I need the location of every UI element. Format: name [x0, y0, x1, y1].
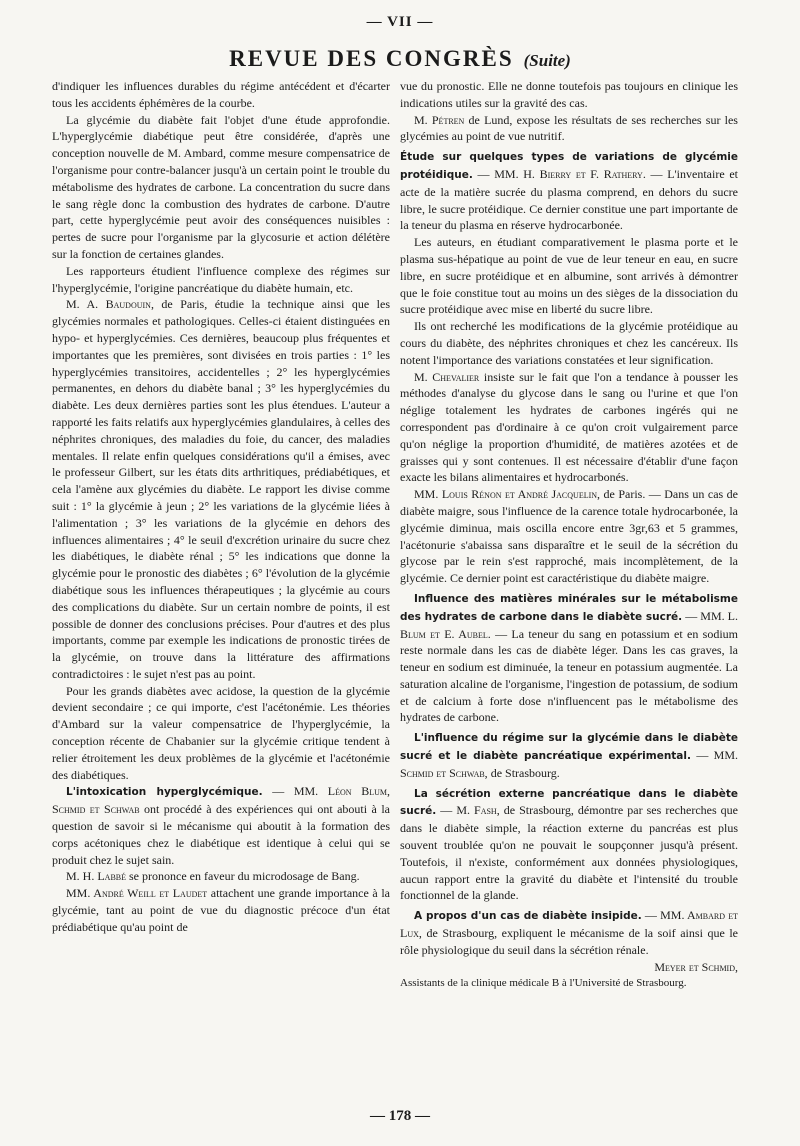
section-paragraph — [400, 907, 738, 958]
paragraph-text: de Strasbourg, démontre par ses recherches que dans le diabète simple, la réaction externe du pancréas est plus souvent troublée qu'on ne pouvait le soupçonner jusqu'à présent. Toutefois, il n'existe, conformément aux données physiologiques, aucun rapport entre la gravité du diabète et l'intensité du trouble fonctionnel de la glande. — [400, 803, 738, 903]
section-heading: L'intoxication hyperglycémique. — [66, 786, 263, 799]
title-main: REVUE DES CONGRÈS — [229, 46, 514, 71]
paragraph: Les rapporteurs étudient l'influence complexe des régimes sur l'hyperglycémie, l'origine pancréatique du diabète humain, etc. — [52, 263, 390, 295]
paragraph-text: — La teneur du sang en potassium et en sodium reste normale dans les cas de diabète léger. Dans les cas graves, la teneur en sodium est diminuée, la teneur en potassium augmentée. La saturation alcaline de l'organisme, l'ingestion de potassium, de sodium et de calcium à forte dose n'influencent pas le métabolisme des hydrates de carbone. — [400, 626, 738, 725]
paragraph: Pour les grands diabètes avec acidose, la question de la glycémie devient secondaire ; ce qui importe, c'est l'acétonémie. Les théories d'Ambard sur la valeur compensatrice de l'hyperglycémie, la conception récente de Chabanier sur la glycémie critique tendent à relier étroitement les deux problèmes de la glycémie et l'acétonémie des diabétiques. — [52, 683, 390, 782]
title-suffix: (Suite) — [523, 51, 571, 70]
signature-role: Assistants de la clinique médicale B à l'Université de Strasbourg. — [400, 977, 687, 990]
page-number: — 178 — — [370, 1108, 430, 1124]
section-paragraph — [400, 729, 738, 781]
author-name: M. H. Labbé — [66, 869, 127, 884]
author-name: — MM. L. Blum et E. Aubel. — [400, 608, 739, 641]
author-name: — MM. H. Bierry et F. Rathery. — [472, 166, 646, 181]
paragraph: Les auteurs, en étudiant comparativement le plasma porte et le plasma sus-hépatique au point de vue de leur teneur en eau, en sucre libre, en sucre protéidique et en albumine, sont arrivés à démontrer que le foie constitue tout au moins un des sièges de la dissociation du sucre protéidique avec mise en liberté du sucre libre. — [400, 235, 738, 317]
author-name: M. Chevalier — [414, 369, 480, 384]
section-heading: La sécrétion externe pancréatique dans le diabète sucré. — [400, 787, 738, 818]
right-column — [400, 78, 738, 992]
section-heading: L'influence du régime sur la glycémie dans le diabète sucré et le diabète pancréatique expérimental. — [400, 732, 738, 763]
left-column — [52, 78, 390, 936]
paragraph-text: de Paris, étudie la technique ainsi que les glycémies normales et pathologiques. Celles-ci étaient distinguées en hypo- et hyperglycémies. Ces dernières, beaucoup plus fréquentes et importantes que les premières, sont divisées en trois parties : 1° les hyperglycémies transitoires, accidentelles ; 2° les hyperglycémies permanentes, en dehors du diabète banal ; 3° les hyperglycémies du diabète. Les deux dernières parties sont les plus étendues. L'auteur a rapporté les faits relatifs aux hyperglycémies glandulaires, à celles des néphrites chroniques, des maladies du foie, du cancer, des maladies mentales. Il relate enfin quelques considérations qu'il a émises, avec le professeur Gilbert, sur les états dits arthritiques, prédiabétiques, et cela l'amène aux glycémies du diabète. Le rapport les divise comme suit : 1° la glycémie à jeun ; 2° les variations de la glycémie liées à l'alimentation ; 3° les variations de la glycémie en dehors des influences alimentaires ; 4° le seuil d'excrétion urinaire du sucre chez les diabétiques, le diabète rénal ; 5° les indications que donne la glycémie pour le pronostic des diabètes ; 6° l'évolution de la glycémie diabétique sous les influences thérapeutiques ; la glycémie au cours des complications du diabète. Sur un certain nombre de points, il est possible de donner des conclusions précises. Pour d'autres et des plus importants, comme par exemple les indications de pronostic tirées de la glycémie, on trouve dans la littérature des affirmations contradictoires : le sujet n'est pas au point. — [52, 297, 390, 681]
section-heading: A propos d'un cas de diabète insipide. — [414, 910, 642, 923]
author-name: — MM. Ambard et Lux, — [400, 908, 739, 941]
paragraph-text: attachent une grande importance à la glycémie, tant au point de vue du diagnostic précoce d'un état prédiabétique qu'au point de — [52, 886, 391, 934]
signature-names: Meyer et Schmid, — [654, 959, 738, 974]
author-name: MM. Louis Rénon et André Jacquelin, — [414, 487, 601, 502]
paragraph-text: de Strasbourg. — [487, 765, 560, 780]
paragraph — [52, 868, 390, 885]
section-heading: Influence des matières minérales sur le métabolisme des hydrates de carbone dans le diabète sucré. — [400, 592, 738, 623]
section-heading: Étude sur quelques types de variations de glycémie protéidique. — [400, 151, 738, 181]
paragraph — [400, 369, 738, 487]
author-name: — MM. Léon Blum, Schmid et Schwab — [52, 784, 390, 817]
author-name: — MM. Schmid et Schwab, — [400, 748, 739, 780]
paragraph: d'indiquer les influences durables du régime antécédent et d'écarter tous les accidents éphémères de la courbe. — [52, 79, 390, 110]
paragraph-text: de Strasbourg, expliquent le mécanisme de la soif ainsi que le rôle physiologique du seuil dans la sécrétion rénale. — [400, 926, 738, 957]
section-paragraph — [52, 783, 390, 868]
paragraph: vue du pronostic. Elle ne donne toutefois pas toujours en clinique les indications utiles sur la gravité des cas. — [400, 79, 738, 110]
author-name: M. Pétren — [414, 112, 465, 127]
section-paragraph — [400, 590, 738, 726]
paragraph: Ils ont recherché les modifications de la glycémie protéidique au cours du diabète, des néphrites chroniques et chez les cancéreux. Ils notent l'importance des variations constatées et leur signification. — [400, 319, 738, 367]
paragraph-text: — L'inventaire et acte de la matière sucrée du plasma comprend, en dehors du sucre libre, le sucre protéidique. Ce dernier constitue une part importante de la teneur du plasma en réserve hydrocarbonée. — [400, 166, 739, 233]
paragraph-text: insiste sur le fait que l'on a tendance à pousser les méthodes d'analyse du glycose dans le sang ou l'urine et que l'on néglige totalement les hydrates de carbones ingérés qui ne correspondent pas d'ordinaire à ce qu'on croit vulgairement parce qu'on néglige la proportion d'humidité, de matières azotées et de graisses qui y sont contenues. Il est nécessaire d'établir d'une façon exacte les bilans alimentaires et hydrocarbonés. — [400, 369, 738, 485]
author-name: — M. Fash, — [436, 803, 500, 818]
section-paragraph — [400, 148, 738, 234]
roman-page-number: — VII — — [366, 14, 434, 30]
paragraph-text: de Paris. — Dans un cas de diabète maigre, sous l'influence de la carence totale hydrocarbonée, la glycémie diminua, mais oscilla encore entre 3gr,63 et 5 grammes, l'acétonurie s'abaissa sans disparaître et le seuil de la sécrétion du glycose par le rein s'est rapproché, mais incomplètement, de la glycémie. Ce dernier point est caractéristique du diabète maigre. — [400, 487, 739, 586]
paragraph-text: ont procédé à des expériences qui ont abouti à la question de savoir si le mécanisme qui aboutit à la formation des corps acétoniques chez le diabétique est identique à celui qui se produit chez le sujet sain. — [52, 802, 390, 867]
author-name: MM. André Weill et Laudet — [66, 886, 208, 901]
paragraph — [400, 112, 738, 146]
paragraph: La glycémie du diabète fait l'objet d'une étude approfondie. L'hyperglycémie diabétique peut être considérée, d'après une conception nouvelle de M. Ambard, comme mesure compensatrice de l'organisme pour contre-balancer jusqu'à un certain point le trouble du métabolisme des hydrates de carbone. La concentration du sucre dans le sang règle donc la combustion des hydrates de carbone. D'autre part, cette hyperglycémie peut avoir des conséquences nuisibles : pertes de sucre pour l'organisme par la glycosurie et action délétère sur la fonction de certaines glandes. — [52, 112, 390, 261]
author-name: M. A. Baudouin, — [66, 297, 154, 312]
paragraph-text: de Lund, expose les résultats de ses recherches sur les glycémies au point de vue nutritif. — [400, 112, 738, 144]
paragraph-text: se prononce en faveur du microdosage de Bang. — [126, 869, 360, 884]
section-paragraph — [400, 785, 738, 905]
section-title — [0, 46, 800, 72]
paragraph — [400, 486, 738, 587]
paragraph — [52, 296, 390, 682]
paragraph — [52, 885, 390, 935]
